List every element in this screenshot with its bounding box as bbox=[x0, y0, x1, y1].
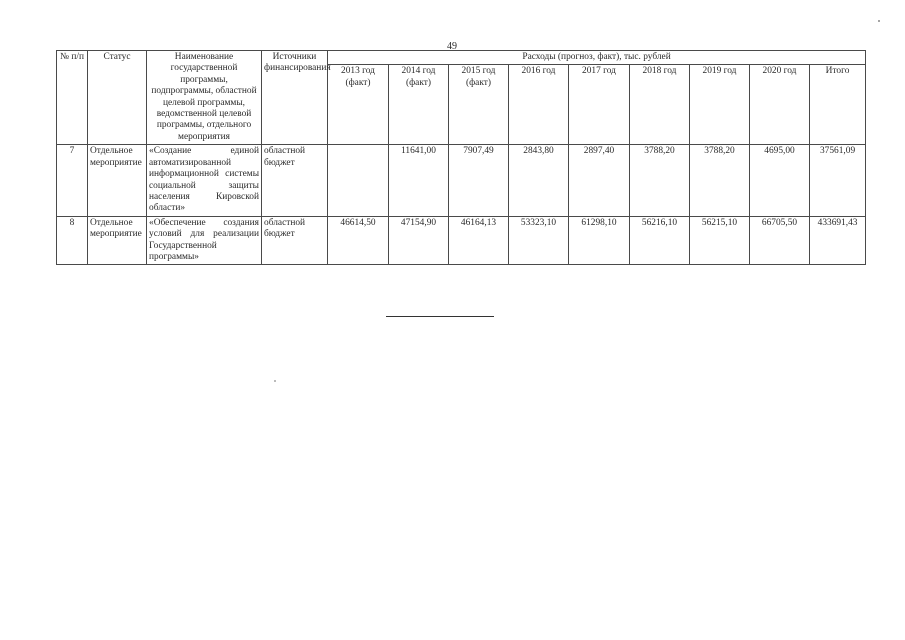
header-year-2014: 2014 год (факт) bbox=[389, 65, 449, 145]
row-value-2019: 56215,10 bbox=[690, 216, 750, 265]
row-value-total: 37561,09 bbox=[810, 145, 866, 216]
row-num: 8 bbox=[57, 216, 88, 265]
row-value-2019: 3788,20 bbox=[690, 145, 750, 216]
row-value-2017: 2897,40 bbox=[569, 145, 630, 216]
row-status: Отдельное мероприятие bbox=[88, 216, 147, 265]
header-name: Наименование государственной программы, подпрограммы, областной целевой программы, ведомственной целевой программы, отдельного мероприятия bbox=[147, 51, 262, 145]
row-value-2014: 47154,90 bbox=[389, 216, 449, 265]
table-row bbox=[57, 145, 866, 216]
scan-speck bbox=[274, 380, 276, 382]
header-status: Статус bbox=[88, 51, 147, 145]
header-year-2019: 2019 год bbox=[690, 65, 750, 145]
header-year-2017: 2017 год bbox=[569, 65, 630, 145]
row-source: областной бюджет bbox=[262, 145, 328, 216]
scan-dot bbox=[878, 20, 880, 22]
row-value-2013 bbox=[328, 145, 389, 216]
row-status: Отдельное мероприятие bbox=[88, 145, 147, 216]
row-value-2017: 61298,10 bbox=[569, 216, 630, 265]
row-source: областной бюджет bbox=[262, 216, 328, 265]
row-value-2018: 3788,20 bbox=[630, 145, 690, 216]
table-row bbox=[57, 216, 866, 265]
header-num: № п/п bbox=[57, 51, 88, 145]
header-source: Источники финансирования bbox=[262, 51, 328, 145]
row-num: 7 bbox=[57, 145, 88, 216]
row-value-total: 433691,43 bbox=[810, 216, 866, 265]
row-value-2016: 2843,80 bbox=[509, 145, 569, 216]
header-year-2020: 2020 год bbox=[750, 65, 810, 145]
row-value-2018: 56216,10 bbox=[630, 216, 690, 265]
header-expenses-group: Расходы (прогноз, факт), тыс. рублей bbox=[328, 51, 866, 65]
row-value-2020: 4695,00 bbox=[750, 145, 810, 216]
header-year-2013: 2013 год (факт) bbox=[328, 65, 389, 145]
row-value-2015: 7907,49 bbox=[449, 145, 509, 216]
row-value-2016: 53323,10 bbox=[509, 216, 569, 265]
header-year-2018: 2018 год bbox=[630, 65, 690, 145]
row-value-2013: 46614,50 bbox=[328, 216, 389, 265]
page-number: 49 bbox=[447, 41, 457, 52]
row-value-2014: 11641,00 bbox=[389, 145, 449, 216]
row-name: «Создание единой автоматизированной информационной системы социальной защиты населения Кировской области» bbox=[147, 145, 262, 216]
header-total: Итого bbox=[810, 65, 866, 145]
budget-table bbox=[56, 50, 866, 265]
header-row-1 bbox=[57, 51, 866, 65]
end-rule bbox=[386, 316, 494, 317]
row-value-2015: 46164,13 bbox=[449, 216, 509, 265]
row-name: «Обеспечение создания условий для реализации Государственной программы» bbox=[147, 216, 262, 265]
row-value-2020: 66705,50 bbox=[750, 216, 810, 265]
header-year-2016: 2016 год bbox=[509, 65, 569, 145]
header-year-2015: 2015 год (факт) bbox=[449, 65, 509, 145]
